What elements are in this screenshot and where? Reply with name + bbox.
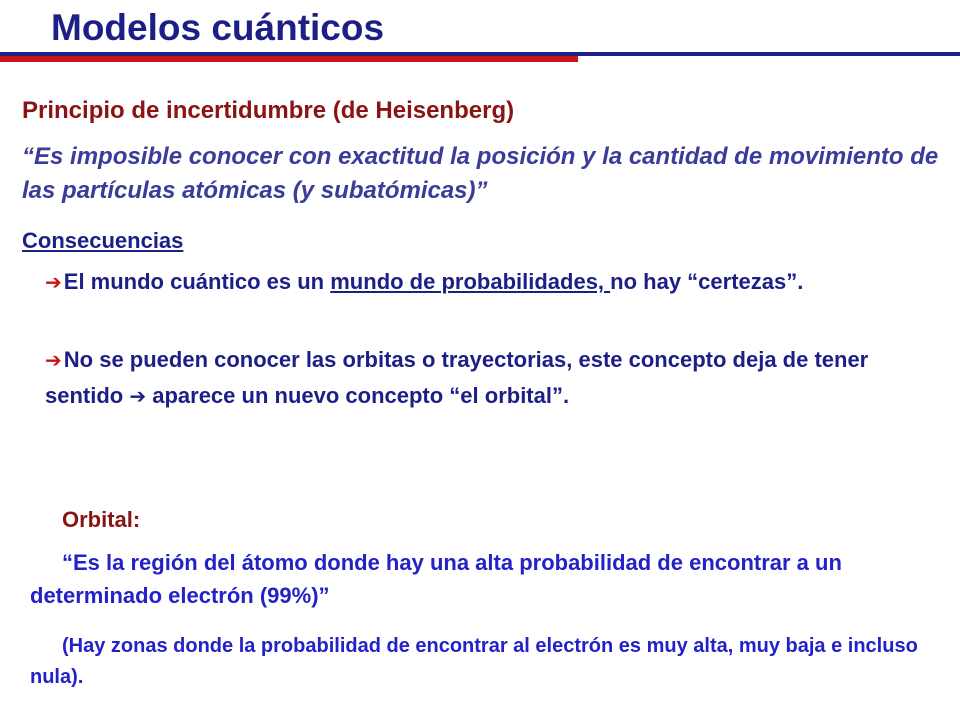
orbital-definition — [30, 546, 935, 612]
orbital-note — [30, 631, 955, 693]
inline-arrow-icon: ➔ — [129, 384, 147, 408]
orbital-definition-text: “Es la región del átomo donde hay una alta probabilidad de encontrar a un determinado electrón (99%)” — [30, 550, 842, 608]
orbital-note-text: (Hay zonas donde la probabilidad de encontrar al electrón es muy alta, muy baja e incluso nula). — [30, 635, 918, 688]
bullet-text-end: no hay “certezas”. — [610, 269, 804, 294]
slide-title: Modelos cuánticos — [51, 7, 385, 48]
bullet-text-end: aparece un nuevo concepto “el orbital”. — [146, 383, 570, 408]
section-heading: Principio de incertidumbre (de Heisenberg) — [22, 97, 515, 124]
arrow-bullet-icon: ➔ — [45, 270, 62, 294]
consequences-label: Consecuencias — [22, 228, 184, 253]
arrow-bullet-icon: ➔ — [45, 348, 62, 372]
orbital-label: Orbital: — [62, 507, 141, 532]
title-rule-red — [0, 56, 578, 62]
list-item — [45, 264, 945, 300]
bullet-underlined-text: mundo de probabilidades, — [330, 269, 611, 294]
list-item — [45, 342, 945, 414]
bullet-text: El mundo cuántico es un — [63, 269, 331, 294]
heisenberg-quote: “Es imposible conocer con exactitud la posición y la cantidad de movimiento de las partículas atómicas (y subatómicas)” — [22, 143, 939, 204]
bullet-text: No se pueden conocer las orbitas o trayectorias, este concepto deja de tener sentido — [45, 347, 869, 408]
